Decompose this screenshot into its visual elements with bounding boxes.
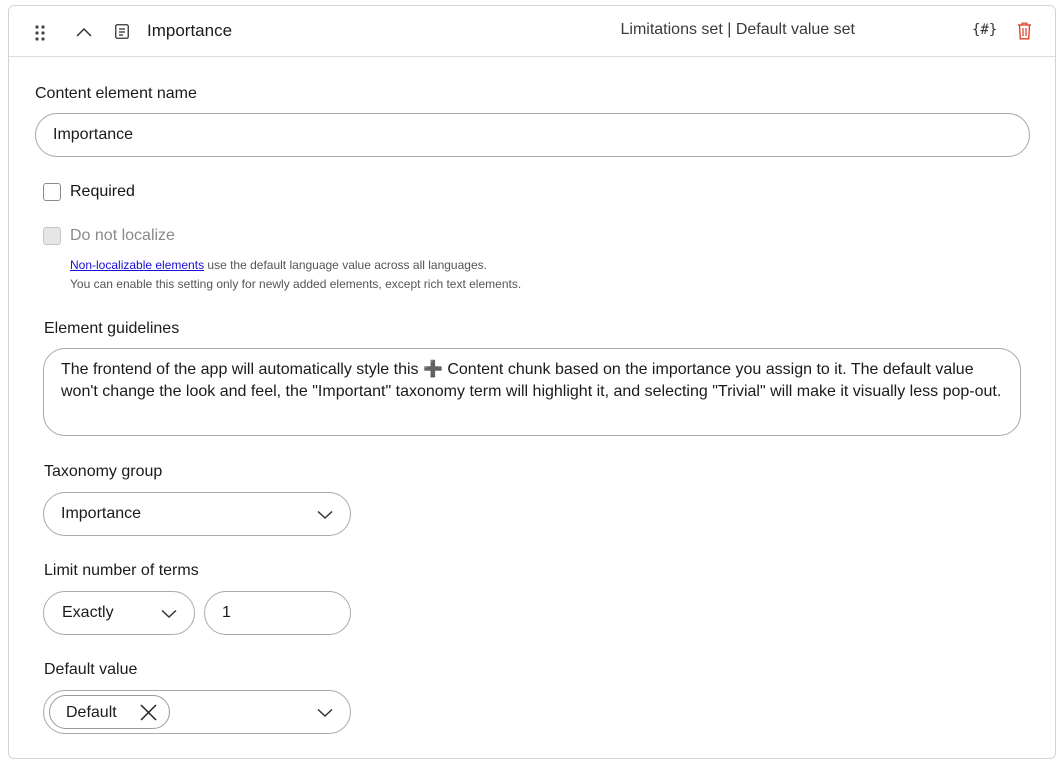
guidelines-text-part2: Content chunk based on the importance you assign to it. The default value won't change the look and feel, the "Important" taxonomy term will highlight it, and selecting "Trivial" will make it visually less pop-out. [61, 361, 1002, 400]
drag-handle-icon[interactable] [34, 24, 46, 42]
limit-mode-value: Exactly [62, 604, 114, 621]
limit-mode-select[interactable] [43, 591, 195, 635]
content-element-card [8, 5, 1056, 759]
chip-label: Default [66, 704, 117, 721]
name-label: Content element name [35, 85, 197, 102]
element-name-input[interactable] [35, 113, 1030, 157]
element-title: Importance [147, 21, 233, 40]
chevron-down-icon [317, 510, 333, 520]
do-not-localize-checkbox[interactable] [43, 227, 61, 245]
codename-icon[interactable]: {#} [972, 22, 998, 38]
localize-hint-text: use the default language value across all languages. [204, 258, 487, 272]
taxonomy-group-select[interactable] [43, 492, 351, 536]
localize-hint-line2: You can enable this setting only for newly added elements, except rich text elements. [70, 277, 522, 291]
chevron-down-icon [161, 609, 177, 619]
default-value-select[interactable] [43, 690, 351, 734]
trash-icon[interactable] [1017, 22, 1032, 40]
limit-terms-label: Limit number of terms [44, 562, 199, 579]
required-checkbox[interactable] [43, 183, 61, 201]
non-localizable-elements-link[interactable]: Non-localizable elements [70, 258, 205, 272]
required-label: Required [70, 183, 135, 200]
taxonomy-group-label: Taxonomy group [44, 463, 163, 480]
taxonomy-group-value: Importance [61, 505, 142, 522]
localize-hint [70, 256, 521, 294]
element-name-value: Importance [53, 126, 134, 143]
default-value-label: Default value [44, 661, 138, 678]
limit-count-input[interactable] [204, 591, 351, 635]
chevron-up-icon[interactable] [75, 25, 93, 39]
default-value-chip [49, 695, 170, 729]
close-icon[interactable] [140, 704, 157, 721]
guidelines-text-part1: The frontend of the app will automatically style this [61, 361, 423, 378]
taxonomy-type-icon [115, 24, 129, 39]
chevron-down-icon [317, 708, 333, 718]
guidelines-label: Element guidelines [44, 320, 180, 337]
guidelines-textarea[interactable] [43, 348, 1021, 436]
limit-count-value: 1 [222, 604, 231, 621]
plus-icon: ➕ [422, 359, 443, 378]
do-not-localize-label: Do not localize [70, 227, 175, 244]
element-status: Limitations set | Default value set [620, 21, 855, 38]
element-header [9, 6, 1055, 57]
